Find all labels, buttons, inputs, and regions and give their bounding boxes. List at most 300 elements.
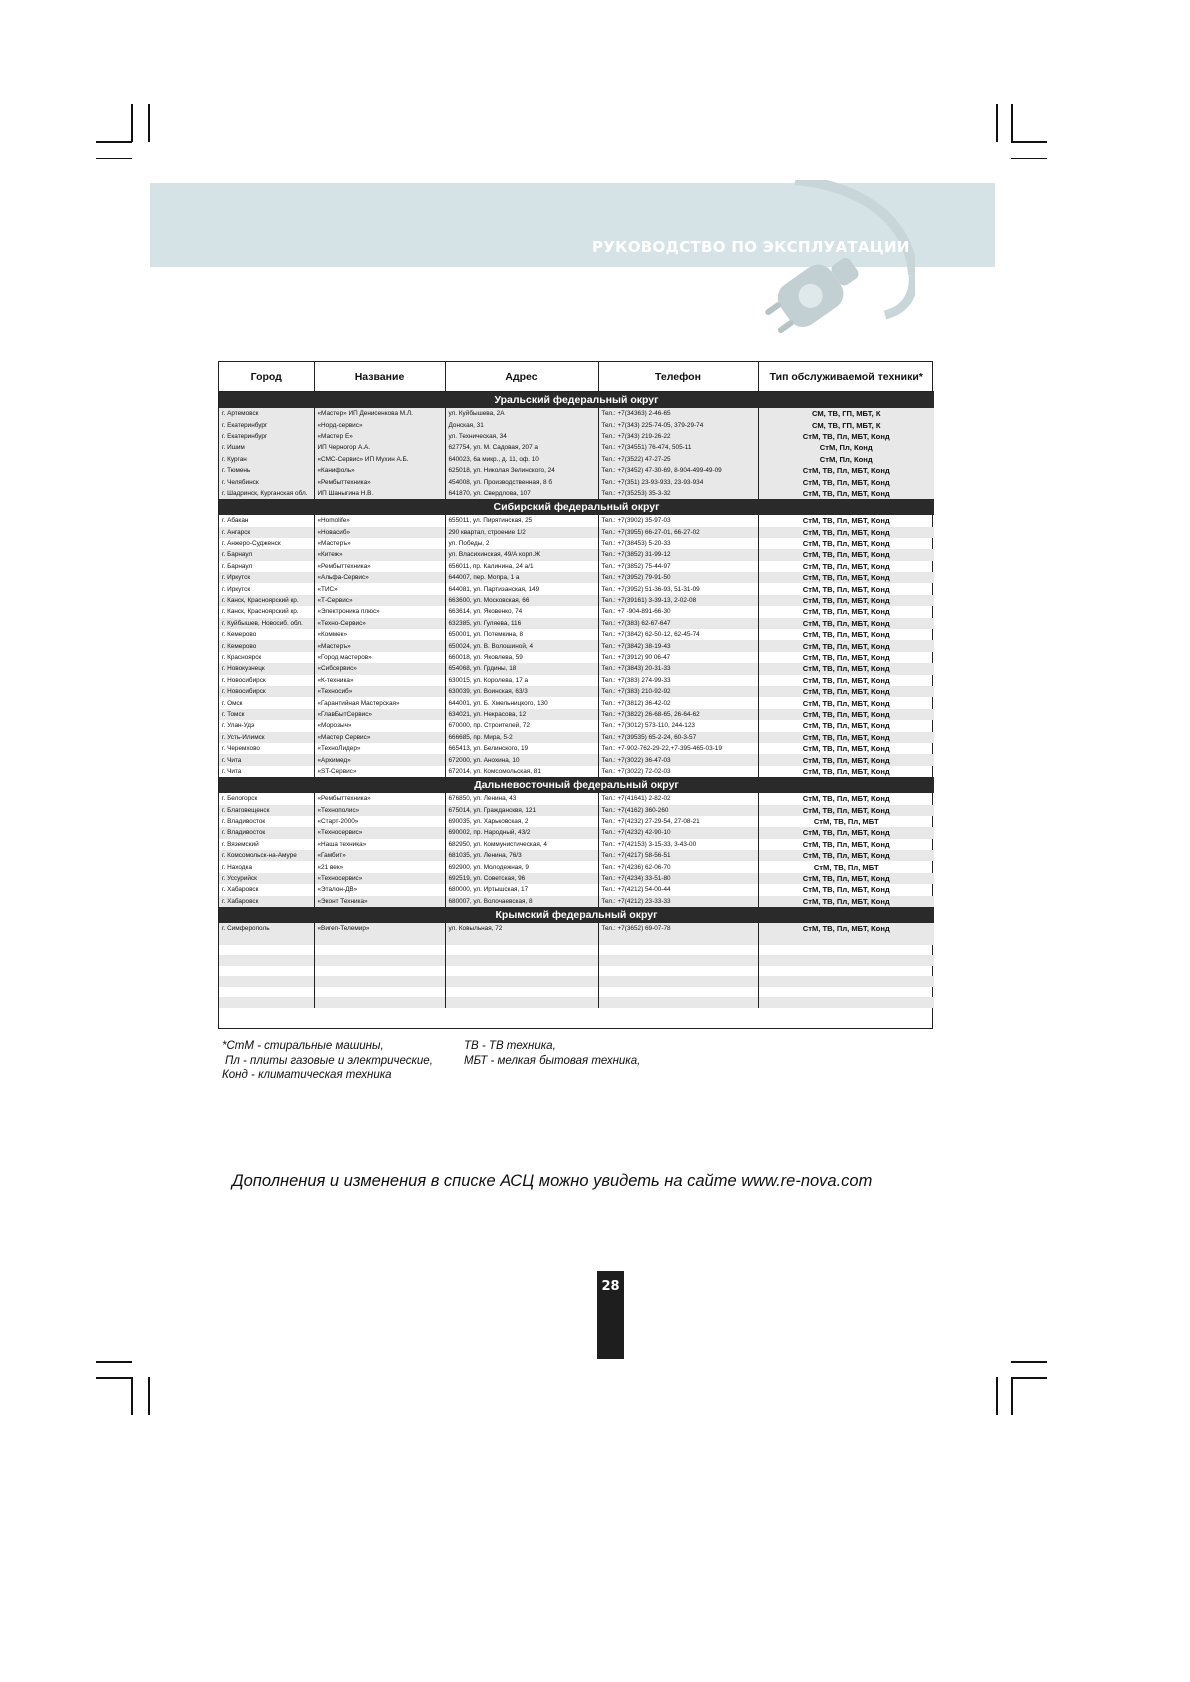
cell-city: г. Симферополь bbox=[219, 923, 314, 934]
cell-address: 692900, ул. Молодежная, 9 bbox=[445, 861, 598, 872]
empty-cell bbox=[219, 966, 314, 977]
table-row bbox=[219, 850, 934, 861]
cell-address: 644007, пер. Мопра, 1 а bbox=[445, 572, 598, 583]
empty-row bbox=[219, 987, 934, 998]
cell-address: 641870, ул. Свердлова, 107 bbox=[445, 488, 598, 499]
cell-name: «ТИС» bbox=[314, 583, 445, 594]
table-row bbox=[219, 476, 934, 487]
table-row bbox=[219, 861, 934, 872]
empty-cell bbox=[445, 945, 598, 956]
cell-address: 692519, ул. Советская, 96 bbox=[445, 873, 598, 884]
cell-phone: Тел.: +7(4212) 23-33-33 bbox=[598, 896, 758, 907]
cell-phone: Тел.: +7(383) 274-99-33 bbox=[598, 675, 758, 686]
empty-cell bbox=[598, 997, 758, 1008]
cell-phone: Тел.: +7(42153) 3-15-33, 3-43-00 bbox=[598, 839, 758, 850]
cell-name: «Новасиб» bbox=[314, 527, 445, 538]
empty-row bbox=[219, 997, 934, 1008]
crop-mark bbox=[96, 141, 132, 143]
table-row bbox=[219, 743, 934, 754]
cell-name: «Рембыттехника» bbox=[314, 561, 445, 572]
cell-phone: Тел.: +7(3842) 38-19-43 bbox=[598, 640, 758, 651]
cell-address: 690035, ул. Харьковская, 2 bbox=[445, 816, 598, 827]
cell-city: г. Белогорск bbox=[219, 793, 314, 804]
cell-name: «Морозыч» bbox=[314, 720, 445, 731]
cell-name: ИП Черногор А.А. bbox=[314, 442, 445, 453]
table-row bbox=[219, 488, 934, 499]
cell-address: 454008, ул. Производственная, 8 б bbox=[445, 476, 598, 487]
cell-address: ул. Куйбышева, 2А bbox=[445, 408, 598, 419]
cell-city: г. Артемовск bbox=[219, 408, 314, 419]
crop-mark bbox=[1011, 1377, 1013, 1415]
table-row bbox=[219, 408, 934, 419]
empty-cell bbox=[219, 955, 314, 966]
cell-phone: Тел.: +7(383) 210-92-92 bbox=[598, 686, 758, 697]
cell-phone: Тел.: +7(383) 62-67-647 bbox=[598, 618, 758, 629]
cell-name: «Сибсервис» bbox=[314, 663, 445, 674]
empty-cell bbox=[314, 976, 445, 987]
empty-row bbox=[219, 934, 934, 945]
crop-mark bbox=[96, 1361, 132, 1363]
cell-phone: Тел.: +7(3902) 35-97-03 bbox=[598, 515, 758, 526]
cell-city: г. Улан-Удэ bbox=[219, 720, 314, 731]
cell-equipment: СтМ, ТВ, Пл, МБТ, Конд bbox=[758, 618, 934, 629]
cell-city: г. Черемхово bbox=[219, 743, 314, 754]
region-name: Дальневосточный федеральный округ bbox=[219, 777, 934, 793]
empty-cell bbox=[598, 966, 758, 977]
cell-name: «Коммек» bbox=[314, 629, 445, 640]
cell-city: г. Иркутск bbox=[219, 572, 314, 583]
region-header bbox=[219, 777, 934, 793]
crop-mark bbox=[148, 1377, 150, 1415]
cell-name: «Эконт Техника» bbox=[314, 896, 445, 907]
cell-address: 627754, ул. М. Садовая, 207 а bbox=[445, 442, 598, 453]
empty-cell bbox=[314, 987, 445, 998]
table-row bbox=[219, 419, 934, 430]
empty-cell bbox=[445, 997, 598, 1008]
cell-name: «Наша техника» bbox=[314, 839, 445, 850]
cell-phone: Тел.: +7(3012) 573-110, 244-123 bbox=[598, 720, 758, 731]
cell-city: г. Абакан bbox=[219, 515, 314, 526]
cell-equipment: СтМ, ТВ, Пл, МБТ, Конд bbox=[802, 630, 890, 640]
legend-line: МБТ - мелкая бытовая техника, bbox=[464, 1054, 641, 1067]
cell-address: 680007, ул. Волочаевская, 8 bbox=[445, 896, 598, 907]
cell-equipment: СтМ, ТВ, Пл, МБТ, Конд bbox=[802, 721, 890, 731]
cell-name: «21 век» bbox=[314, 861, 445, 872]
cell-phone: Тел.: +7(4234) 33-51-80 bbox=[598, 873, 758, 884]
crop-mark bbox=[996, 104, 998, 142]
crop-mark bbox=[148, 104, 150, 142]
cell-phone: Тел.: +7(4232) 42-90-10 bbox=[598, 827, 758, 838]
legend-line: *СтМ - стиральные машины, bbox=[222, 1040, 384, 1052]
crop-mark bbox=[1011, 158, 1047, 159]
cell-phone: Тел.: +7(3852) 75-44-97 bbox=[598, 561, 758, 572]
table-row bbox=[219, 709, 934, 720]
cell-city: г. Екатеринбург bbox=[219, 431, 314, 442]
column-header-name: Название bbox=[314, 362, 445, 392]
empty-cell bbox=[598, 955, 758, 966]
cell-address: 663614, ул. Яковенко, 74 bbox=[445, 606, 598, 617]
cell-city: г. Канск, Красноярский кр. bbox=[219, 606, 314, 617]
cell-name: «Альфа-Сервис» bbox=[314, 572, 445, 583]
cell-equipment: СтМ, ТВ, Пл, МБТ, Конд bbox=[758, 805, 934, 816]
cell-name: «Норд-сервис» bbox=[314, 419, 445, 430]
crop-mark bbox=[996, 1377, 998, 1415]
cell-equipment: СтМ, Пл, Конд bbox=[758, 442, 934, 453]
table-row bbox=[219, 720, 934, 731]
cell-address: 634021, ул. Некрасова, 12 bbox=[445, 709, 598, 720]
table-row bbox=[219, 697, 934, 708]
cell-city: г. Усть-Илимск bbox=[219, 732, 314, 743]
empty-cell bbox=[758, 997, 934, 1008]
cell-city: г. Благовещенск bbox=[219, 805, 314, 816]
empty-cell bbox=[758, 987, 934, 998]
cell-address: 663600, ул. Московская, 66 bbox=[445, 595, 598, 606]
cell-address: 680000, ул. Иртышская, 17 bbox=[445, 884, 598, 895]
cell-name: «Рембыттехника» bbox=[314, 476, 445, 487]
cell-address: ул. Власихинская, 49/А корп.Ж bbox=[445, 549, 598, 560]
cell-equipment: СтМ, ТВ, Пл, МБТ, Конд bbox=[802, 653, 890, 662]
cell-phone: Тел.: +7(3842) 62-50-12, 62-45-74 bbox=[598, 629, 758, 640]
table-row bbox=[219, 640, 934, 651]
cell-name: «СМС-Сервис» ИП Мухин А.Б. bbox=[314, 454, 445, 465]
cell-address: Донская, 31 bbox=[445, 419, 598, 430]
cell-city: г. Хабаровск bbox=[219, 884, 314, 895]
cell-name: «Эталон-ДВ» bbox=[314, 884, 445, 895]
cell-city: г. Новокузнецк bbox=[219, 663, 314, 674]
region-header bbox=[219, 499, 934, 515]
cell-equipment: СтМ, ТВ, Пл, МБТ, Конд bbox=[802, 607, 890, 617]
table-row bbox=[219, 629, 934, 640]
cell-city: г. Уссурийск bbox=[219, 873, 314, 884]
cell-city: г. Чита bbox=[219, 754, 314, 765]
table-row bbox=[219, 561, 934, 572]
cell-equipment: СтМ, ТВ, Пл, МБТ, Конд bbox=[758, 527, 934, 538]
cell-equipment: СтМ, ТВ, Пл, МБТ, Конд bbox=[758, 476, 934, 487]
table-row bbox=[219, 805, 934, 816]
cell-name: «Техносиб» bbox=[314, 686, 445, 697]
cell-city: г. Канск, Красноярский кр. bbox=[219, 595, 314, 606]
cell-name: «Вигеп-Телемир» bbox=[314, 923, 445, 934]
cell-phone: Тел.: +7(34363) 2-46-65 bbox=[598, 408, 758, 419]
cell-name: «Т-Сервис» bbox=[314, 595, 445, 606]
cell-phone: Тел.: +7(3022) 36-47-03 bbox=[598, 754, 758, 765]
cell-name: «Homolife» bbox=[314, 515, 445, 526]
cell-name: «ГлавБытСервис» bbox=[314, 709, 445, 720]
cell-address: 665413, ул. Белинского, 19 bbox=[445, 743, 598, 754]
page-number: 28 bbox=[597, 1271, 624, 1359]
cell-phone: Тел.: +7(343) 219-26-22 bbox=[598, 431, 758, 442]
cell-equipment: СтМ, ТВ, Пл, МБТ, Конд bbox=[758, 873, 934, 884]
crop-mark bbox=[96, 158, 132, 159]
cell-city: г. Кемерово bbox=[219, 629, 314, 640]
cell-equipment: СтМ, Пл, Конд bbox=[758, 454, 934, 465]
empty-cell bbox=[314, 997, 445, 1008]
cell-phone: Тел.: +7(3912) 90 06-47 bbox=[598, 652, 758, 663]
cell-name: «Мастер Сервис» bbox=[314, 732, 445, 743]
cell-phone: Тел.: +7(38453) 5-20-33 bbox=[598, 538, 758, 549]
cell-equipment: СтМ, ТВ, Пл, МБТ, Конд bbox=[758, 923, 934, 934]
cell-phone: Тел.: +7(3952) 79-91-50 bbox=[598, 572, 758, 583]
region-name: Сибирский федеральный округ bbox=[219, 499, 934, 515]
cell-phone: Тел.: +7(4217) 58-56-51 bbox=[598, 850, 758, 861]
cell-equipment: СтМ, ТВ, Пл, МБТ, Конд bbox=[802, 794, 890, 804]
empty-cell bbox=[219, 987, 314, 998]
cell-address: 650024, ул. В. Волошиной, 4 bbox=[445, 640, 598, 651]
cell-name: «Старт-2000» bbox=[314, 816, 445, 827]
cell-address: 644081, ул. Партизанская, 149 bbox=[445, 583, 598, 594]
table-row bbox=[219, 754, 934, 765]
table-row bbox=[219, 793, 934, 804]
empty-cell bbox=[445, 976, 598, 987]
crop-mark bbox=[1011, 1377, 1047, 1379]
cell-name: «ТехноЛидер» bbox=[314, 743, 445, 754]
cell-address: 644001, ул. Б. Хмельницкого, 130 bbox=[445, 697, 598, 708]
cell-address: 625018, ул. Николая Зелинского, 24 bbox=[445, 465, 598, 476]
crop-mark bbox=[1011, 104, 1013, 142]
empty-cell bbox=[219, 976, 314, 987]
cell-name: «Гамбит» bbox=[314, 850, 445, 861]
legend-line: Конд - климатическая техника bbox=[222, 1069, 392, 1081]
cell-name: «Архимед» bbox=[314, 754, 445, 765]
cell-address: 681035, ул. Ленина, 76/3 bbox=[445, 850, 598, 861]
empty-cell bbox=[445, 987, 598, 998]
cell-equipment: СтМ, ТВ, Пл, МБТ, Конд bbox=[758, 640, 934, 651]
cell-phone: Тел.: +7(39161) 3-39-13, 2-02-08 bbox=[598, 595, 758, 606]
cell-name: «Канифоль» bbox=[314, 465, 445, 476]
cell-equipment: СМ, ТВ, ГП, МБТ, К bbox=[758, 419, 934, 430]
cell-equipment: СтМ, ТВ, Пл, МБТ, Конд bbox=[802, 698, 890, 708]
cell-equipment: СтМ, ТВ, Пл, МБТ, Конд bbox=[758, 709, 934, 720]
empty-cell bbox=[219, 945, 314, 956]
empty-cell bbox=[758, 945, 934, 956]
cell-equipment: СтМ, ТВ, Пл, МБТ, Конд bbox=[758, 686, 934, 697]
cell-city: г. Находка bbox=[219, 861, 314, 872]
cell-equipment: СтМ, ТВ, Пл, МБТ bbox=[813, 862, 879, 872]
cell-equipment: СтМ, ТВ, Пл, МБТ, Конд bbox=[802, 675, 890, 685]
legend-column-2 bbox=[464, 1039, 640, 1068]
cell-city: г. Куйбышев, Новосиб. обл. bbox=[219, 618, 314, 629]
cell-name: «Техносервис» bbox=[314, 827, 445, 838]
cell-address: 655011, ул. Пирятинская, 25 bbox=[445, 515, 598, 526]
cell-address: ул. Победы, 2 bbox=[445, 538, 598, 549]
cell-name: «Гарантийная Мастерская» bbox=[314, 697, 445, 708]
cell-city: г. Кемерово bbox=[219, 640, 314, 651]
cell-phone: Тел.: +7(3952) 51-36-93, 51-31-09 bbox=[598, 583, 758, 594]
crop-mark bbox=[96, 1377, 132, 1379]
table-row bbox=[219, 538, 934, 549]
cell-address: 672000, ул. Анохина, 10 bbox=[445, 754, 598, 765]
crop-mark bbox=[1011, 1361, 1047, 1363]
cell-name: «ST-Сервис» bbox=[314, 766, 445, 777]
cell-city: г. Томск bbox=[219, 709, 314, 720]
empty-row bbox=[219, 945, 934, 956]
table-row bbox=[219, 572, 934, 583]
cell-city: г. Омск bbox=[219, 697, 314, 708]
cell-phone: Тел.: +7(4212) 54-00-44 bbox=[598, 884, 758, 895]
cell-address: 656011, пр. Калинина, 24 а/1 bbox=[445, 561, 598, 572]
empty-row bbox=[219, 966, 934, 977]
cell-name: «Техносервис» bbox=[314, 873, 445, 884]
cell-equipment: СтМ, ТВ, Пл, МБТ, Конд bbox=[802, 516, 890, 526]
cell-equipment: СтМ, ТВ, Пл, МБТ, Конд bbox=[758, 827, 934, 838]
table-row bbox=[219, 732, 934, 743]
table-row bbox=[219, 663, 934, 674]
cell-address: 630015, ул. Королева, 17 а bbox=[445, 675, 598, 686]
legend-line: ТВ - ТВ техника, bbox=[464, 1040, 556, 1052]
cell-address: 690002, пр. Народный, 43/2 bbox=[445, 827, 598, 838]
legend-line: Пл - плиты газовые и электрические, bbox=[225, 1054, 433, 1067]
cell-name: «Технополис» bbox=[314, 805, 445, 816]
table-row bbox=[219, 442, 934, 453]
region-header bbox=[219, 392, 934, 409]
table-row bbox=[219, 816, 934, 827]
cell-city: г. Ишим bbox=[219, 442, 314, 453]
crop-mark bbox=[131, 104, 133, 142]
cell-name: ИП Шаныгина Н.В. bbox=[314, 488, 445, 499]
table-header-row bbox=[219, 362, 934, 392]
power-plug-icon bbox=[765, 180, 915, 340]
cell-equipment: СтМ, ТВ, Пл, МБТ, Конд bbox=[758, 431, 934, 442]
region-header bbox=[219, 907, 934, 923]
cell-name: «Мастер Е» bbox=[314, 431, 445, 442]
cell-equipment: СтМ, ТВ, Пл, МБТ, Конд bbox=[802, 839, 890, 849]
cell-equipment: СтМ, ТВ, Пл, МБТ, Конд bbox=[758, 549, 934, 560]
cell-phone: Тел.: +7(343) 225-74-05, 379-29-74 bbox=[598, 419, 758, 430]
empty-cell bbox=[758, 934, 934, 945]
manual-title: РУКОВОДСТВО ПО ЭКСПЛУАТАЦИИ bbox=[592, 238, 910, 256]
cell-address: 640023, 6а микр., д. 11, оф. 10 bbox=[445, 454, 598, 465]
column-header-equipment: Тип обслуживаемой техники* bbox=[758, 362, 934, 392]
table-row bbox=[219, 686, 934, 697]
crop-mark bbox=[131, 1377, 133, 1415]
empty-cell bbox=[219, 934, 314, 945]
cell-phone: Тел.: +7(4232) 27-29-54, 27-08-21 bbox=[598, 816, 758, 827]
cell-equipment: СтМ, ТВ, Пл, МБТ, Конд bbox=[758, 732, 934, 743]
table-row bbox=[219, 549, 934, 560]
cell-equipment: СтМ, ТВ, Пл, МБТ, Конд bbox=[802, 561, 890, 571]
cell-equipment: СтМ, ТВ, Пл, МБТ, Конд bbox=[758, 595, 934, 606]
cell-city: г. Екатеринбург bbox=[219, 419, 314, 430]
table-row bbox=[219, 465, 934, 476]
cell-city: г. Иркутск bbox=[219, 583, 314, 594]
cell-phone: Тел.: +7(3652) 69-07-78 bbox=[598, 923, 758, 934]
cell-city: г. Вяземский bbox=[219, 839, 314, 850]
cell-city: г. Тюмень bbox=[219, 465, 314, 476]
cell-phone: Тел.: +7(3843) 20-31-33 bbox=[598, 663, 758, 674]
empty-cell bbox=[314, 934, 445, 945]
cell-address: 675014, ул. Граждансквя, 121 bbox=[445, 805, 598, 816]
cell-address: ул. Техническая, 34 bbox=[445, 431, 598, 442]
table-row bbox=[219, 873, 934, 884]
cell-phone: Тел.: +7(3852) 31-99-12 bbox=[598, 549, 758, 560]
cell-phone: Тел.: +7 -904-891-66-30 bbox=[598, 606, 758, 617]
cell-phone: Тел.: +7-902-762-29-22,+7-395-465-03-19 bbox=[598, 743, 758, 754]
cell-phone: Тел.: +7(35253) 35-3-32 bbox=[598, 488, 758, 499]
table-row bbox=[219, 595, 934, 606]
cell-equipment: СтМ, ТВ, Пл, МБТ, Конд bbox=[802, 744, 890, 754]
cell-city: г. Новосибирск bbox=[219, 675, 314, 686]
cell-city: г. Шадринск, Курганская обл. bbox=[219, 488, 314, 499]
cell-address: 632385, ул. Гуляева, 116 bbox=[445, 618, 598, 629]
empty-cell bbox=[445, 955, 598, 966]
cell-equipment: СтМ, ТВ, Пл, МБТ, Конд bbox=[758, 488, 934, 499]
empty-cell bbox=[314, 966, 445, 977]
cell-phone: Тел.: +7(4162) 360-260 bbox=[598, 805, 758, 816]
cell-city: г. Барнаул bbox=[219, 561, 314, 572]
column-header-address: Адрес bbox=[445, 362, 598, 392]
table-row bbox=[219, 923, 934, 934]
cell-address: 650001, ул. Потемкина, 8 bbox=[445, 629, 598, 640]
empty-cell bbox=[445, 966, 598, 977]
cell-address: 676850, ул. Ленина, 43 bbox=[445, 793, 598, 804]
cell-phone: Тел.: +7(34551) 76-474, 505-11 bbox=[598, 442, 758, 453]
empty-cell bbox=[598, 934, 758, 945]
cell-name: «К-техника» bbox=[314, 675, 445, 686]
cell-city: г. Курган bbox=[219, 454, 314, 465]
cell-city: г. Анжеро-Судженск bbox=[219, 538, 314, 549]
table-row bbox=[219, 454, 934, 465]
cell-name: «Мастер» ИП Денисенкова М.Л. bbox=[314, 408, 445, 419]
cell-address: 630039, ул. Воинская, 63/3 bbox=[445, 686, 598, 697]
cell-city: г. Хабаровск bbox=[219, 896, 314, 907]
table-row bbox=[219, 431, 934, 442]
empty-cell bbox=[758, 976, 934, 987]
cell-city: г. Комсомольск-на-Амуре bbox=[219, 850, 314, 861]
table-row bbox=[219, 515, 934, 526]
cell-name: «Китеж» bbox=[314, 549, 445, 560]
service-center-table bbox=[218, 361, 933, 1029]
empty-row bbox=[219, 955, 934, 966]
cell-phone: Тел.: +7(3955) 66-27-01, 66-27-02 bbox=[598, 527, 758, 538]
cell-city: г. Новосибирск bbox=[219, 686, 314, 697]
table-row bbox=[219, 618, 934, 629]
empty-cell bbox=[445, 934, 598, 945]
abbreviation-legend bbox=[222, 1039, 641, 1083]
cell-phone: Тел.: +7(41641) 2-82-02 bbox=[598, 793, 758, 804]
empty-cell bbox=[219, 997, 314, 1008]
cell-equipment: СтМ, ТВ, Пл, МБТ bbox=[813, 817, 879, 827]
cell-equipment: СтМ, ТВ, Пл, МБТ, Конд bbox=[802, 584, 890, 594]
cell-city: г. Владивосток bbox=[219, 816, 314, 827]
cell-phone: Тел.: +7(39535) 65-2-24, 60-3-57 bbox=[598, 732, 758, 743]
column-header-city: Город bbox=[219, 362, 314, 392]
empty-cell bbox=[758, 966, 934, 977]
cell-phone: Тел.: +7(3822) 26-68-65, 26-64-62 bbox=[598, 709, 758, 720]
empty-cell bbox=[758, 955, 934, 966]
cell-city: г. Челябинск bbox=[219, 476, 314, 487]
cell-name: «Мастеръ» bbox=[314, 640, 445, 651]
cell-name: «Рембыттехника» bbox=[314, 793, 445, 804]
cell-phone: Тел.: +7(3522) 47-27-25 bbox=[598, 454, 758, 465]
crop-mark bbox=[1011, 141, 1047, 143]
table-row bbox=[219, 827, 934, 838]
table-row bbox=[219, 606, 934, 617]
cell-address: ул. Ковыльная, 72 bbox=[445, 923, 598, 934]
cell-name: «Город мастеров» bbox=[314, 652, 445, 663]
cell-equipment: СтМ, ТВ, Пл, МБТ, Конд bbox=[802, 766, 890, 776]
cell-phone: Тел.: +7(3022) 72-02-03 bbox=[598, 766, 758, 777]
table-row bbox=[219, 766, 934, 777]
column-header-phone: Телефон bbox=[598, 362, 758, 392]
cell-phone: Тел.: +7(351) 23-93-933, 23-93-934 bbox=[598, 476, 758, 487]
empty-cell bbox=[598, 945, 758, 956]
empty-cell bbox=[314, 955, 445, 966]
cell-phone: Тел.: +7(3452) 47-30-69, 8-904-499-49-09 bbox=[598, 465, 758, 476]
cell-city: г. Красноярск bbox=[219, 652, 314, 663]
cell-name: «Электроника плюс» bbox=[314, 606, 445, 617]
table-row bbox=[219, 652, 934, 663]
cell-equipment: СтМ, ТВ, Пл, МБТ, Конд bbox=[758, 850, 934, 861]
